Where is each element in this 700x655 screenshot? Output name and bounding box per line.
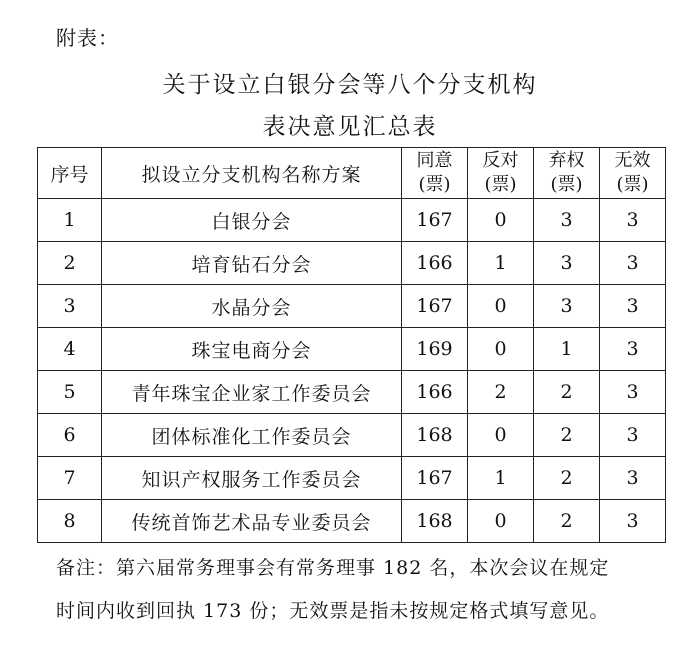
row-abstain: 2	[534, 371, 600, 414]
row-seq: 4	[38, 328, 102, 371]
row-name: 传统首饰艺术品专业委员会	[102, 500, 402, 543]
note-line-1: 备注：第六届常务理事会有常务理事 182 名，本次会议在规定	[56, 557, 610, 579]
table-row	[38, 199, 666, 242]
header-invalid-label: 无效	[614, 150, 651, 171]
row-approve: 167	[402, 285, 468, 328]
row-name: 白银分会	[102, 199, 402, 242]
header-oppose-label: 反对	[482, 150, 519, 171]
row-abstain: 2	[534, 457, 600, 500]
table-row	[38, 328, 666, 371]
row-name: 培育钻石分会	[102, 242, 402, 285]
row-seq: 3	[38, 285, 102, 328]
row-abstain: 2	[534, 414, 600, 457]
attachment-label: 附表：	[56, 26, 119, 50]
row-approve: 167	[402, 199, 468, 242]
header-abstain-label: 弃权	[548, 150, 585, 171]
header-seq: 序号	[38, 148, 102, 199]
row-approve: 168	[402, 414, 468, 457]
row-name: 青年珠宝企业家工作委员会	[102, 371, 402, 414]
row-seq: 8	[38, 500, 102, 543]
header-approve	[402, 148, 468, 199]
header-oppose-unit: (票)	[484, 174, 517, 195]
row-invalid: 3	[600, 371, 666, 414]
document-title-line-2: 表决意见汇总表	[262, 114, 438, 140]
header-row	[38, 148, 666, 199]
table-row	[38, 414, 666, 457]
header-approve-unit: (票)	[418, 174, 451, 195]
row-oppose: 0	[468, 199, 534, 242]
document-title-line-1: 关于设立白银分会等八个分支机构	[162, 72, 538, 98]
row-name: 水晶分会	[102, 285, 402, 328]
row-oppose: 2	[468, 371, 534, 414]
row-name: 知识产权服务工作委员会	[102, 457, 402, 500]
row-seq: 1	[38, 199, 102, 242]
row-oppose: 0	[468, 414, 534, 457]
table-body	[38, 199, 666, 543]
row-abstain: 3	[534, 285, 600, 328]
table-row	[38, 242, 666, 285]
row-name: 团体标准化工作委员会	[102, 414, 402, 457]
row-seq: 7	[38, 457, 102, 500]
row-invalid: 3	[600, 242, 666, 285]
table-row	[38, 457, 666, 500]
row-abstain: 3	[534, 199, 600, 242]
row-oppose: 1	[468, 457, 534, 500]
row-oppose: 0	[468, 500, 534, 543]
row-seq: 6	[38, 414, 102, 457]
header-name: 拟设立分支机构名称方案	[102, 148, 402, 199]
row-oppose: 0	[468, 328, 534, 371]
row-seq: 5	[38, 371, 102, 414]
vote-summary-table	[37, 147, 666, 543]
note-line-2: 时间内收到回执 173 份；无效票是指未按规定格式填写意见。	[56, 600, 610, 622]
row-invalid: 3	[600, 414, 666, 457]
header-abstain-unit: (票)	[550, 174, 583, 195]
row-seq: 2	[38, 242, 102, 285]
row-oppose: 0	[468, 285, 534, 328]
row-abstain: 1	[534, 328, 600, 371]
row-approve: 167	[402, 457, 468, 500]
row-abstain: 2	[534, 500, 600, 543]
row-invalid: 3	[600, 457, 666, 500]
row-abstain: 3	[534, 242, 600, 285]
row-approve: 166	[402, 242, 468, 285]
row-approve: 169	[402, 328, 468, 371]
row-invalid: 3	[600, 285, 666, 328]
row-approve: 168	[402, 500, 468, 543]
header-approve-label: 同意	[416, 150, 453, 171]
table-row	[38, 371, 666, 414]
table-header	[38, 148, 666, 199]
table-row	[38, 500, 666, 543]
row-name: 珠宝电商分会	[102, 328, 402, 371]
header-invalid	[600, 148, 666, 199]
row-invalid: 3	[600, 328, 666, 371]
header-oppose	[468, 148, 534, 199]
row-approve: 166	[402, 371, 468, 414]
header-invalid-unit: (票)	[616, 174, 649, 195]
row-oppose: 1	[468, 242, 534, 285]
table-row	[38, 285, 666, 328]
header-abstain	[534, 148, 600, 199]
row-invalid: 3	[600, 500, 666, 543]
row-invalid: 3	[600, 199, 666, 242]
